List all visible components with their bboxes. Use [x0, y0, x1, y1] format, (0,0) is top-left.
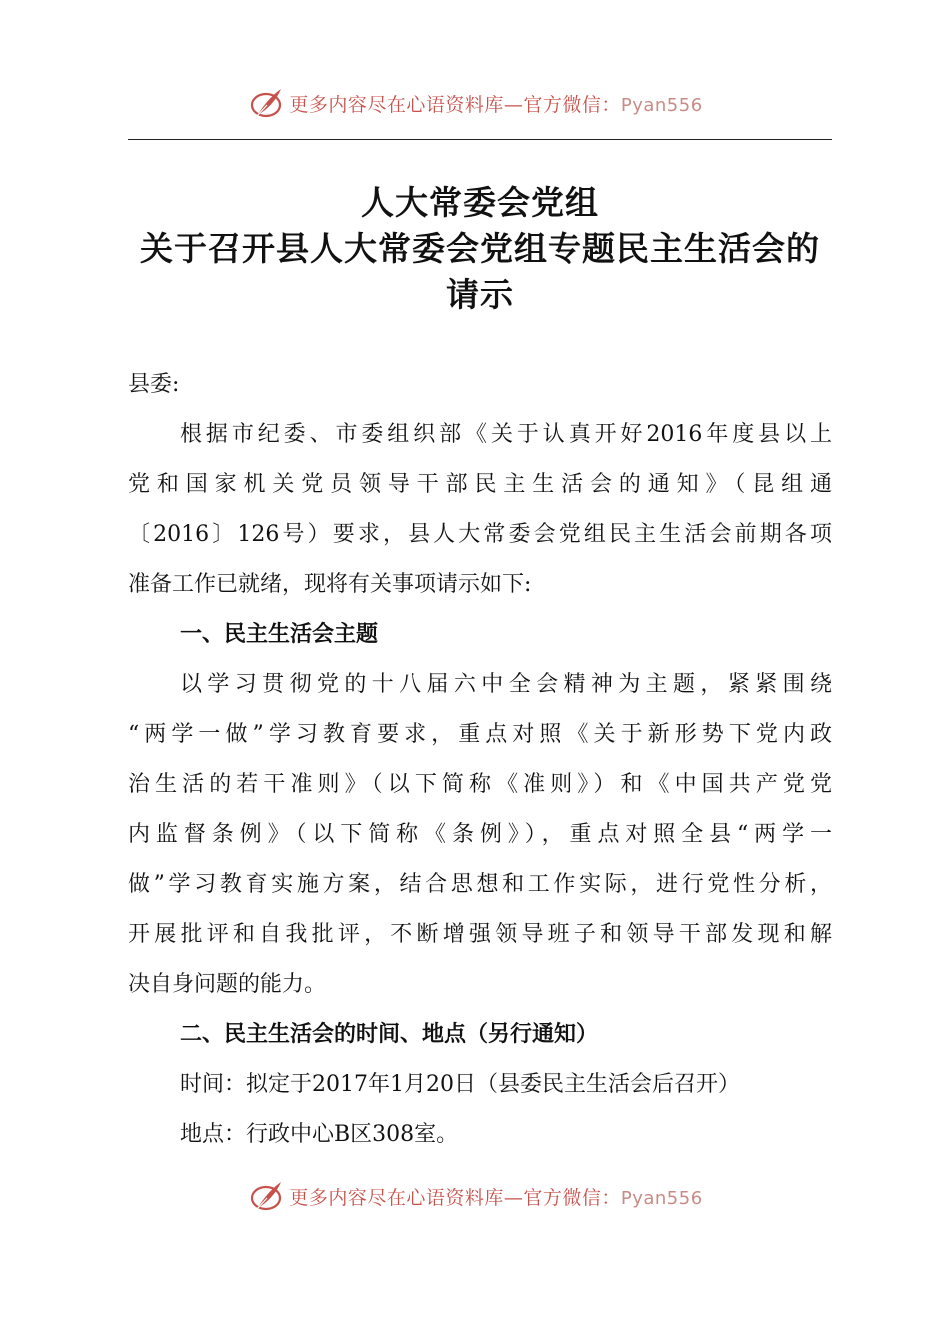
document-body — [128, 360, 832, 1160]
document-title — [100, 180, 860, 318]
paragraph2-line-3: 治生活的若干准则》（以下简称《准则》）和《中国共产党党 — [128, 772, 832, 797]
paragraph2-line-6: 开展批评和自我批评，不断增强领导班子和领导干部发现和解 — [128, 922, 832, 947]
section1-heading: 一、民主生活会主题 — [180, 622, 379, 647]
footer-brand-watermark — [0, 1179, 950, 1213]
title-line-1: 人大常委会党组 — [361, 183, 599, 222]
paragraph2-line-4: 内监督条例》（以下简称《条例》），重点对照全县“两学一 — [128, 822, 832, 847]
paragraph1-line-3: 〔2016〕126号）要求，县人大常委会党组民主生活会前期各项 — [128, 522, 832, 547]
section2-heading: 二、民主生活会的时间、地点（另行通知） — [180, 1022, 599, 1047]
paragraph1-line-1: 根据市纪委、市委组织部《关于认真开好2016年度县以上 — [180, 422, 832, 447]
paragraph2-line-5: 做”学习教育实施方案，结合思想和工作实际，进行党性分析， — [128, 872, 832, 897]
paragraph1-line-4: 准备工作已就绪，现将有关事项请示如下: — [128, 572, 532, 597]
time-line: 时间：拟定于2017年1月20日（县委民主生活会后召开） — [180, 1072, 740, 1097]
paragraph1-line-2: 党和国家机关党员领导干部民主生活会的通知》（昆组通 — [128, 472, 832, 497]
brand-text — [289, 1183, 702, 1210]
title-line-2: 关于召开县人大常委会党组专题民主生活会的 — [140, 229, 820, 268]
brand-wechat-id: Pyan556 — [620, 94, 703, 116]
brand-main-text: 更多内容尽在心语资料库—官方微信： — [289, 1186, 621, 1209]
paragraph2-line-7: 决自身问题的能力。 — [128, 972, 327, 997]
brand-text — [289, 90, 702, 117]
brand-wechat-id: Pyan556 — [620, 1187, 703, 1209]
title-line-3: 请示 — [446, 275, 514, 314]
brand-main-text: 更多内容尽在心语资料库—官方微信： — [289, 93, 621, 116]
paragraph2-line-2: “两学一做”学习教育要求，重点对照《关于新形势下党内政 — [128, 722, 832, 747]
salutation: 县委: — [128, 372, 180, 397]
header-brand-watermark — [0, 86, 950, 120]
feather-quill-logo-icon — [247, 86, 285, 120]
header-divider — [128, 139, 832, 140]
paragraph2-line-1: 以学习贯彻党的十八届六中全会精神为主题，紧紧围绕 — [180, 672, 832, 697]
feather-quill-logo-icon — [247, 1179, 285, 1213]
place-line: 地点：行政中心B区308室。 — [180, 1122, 459, 1147]
